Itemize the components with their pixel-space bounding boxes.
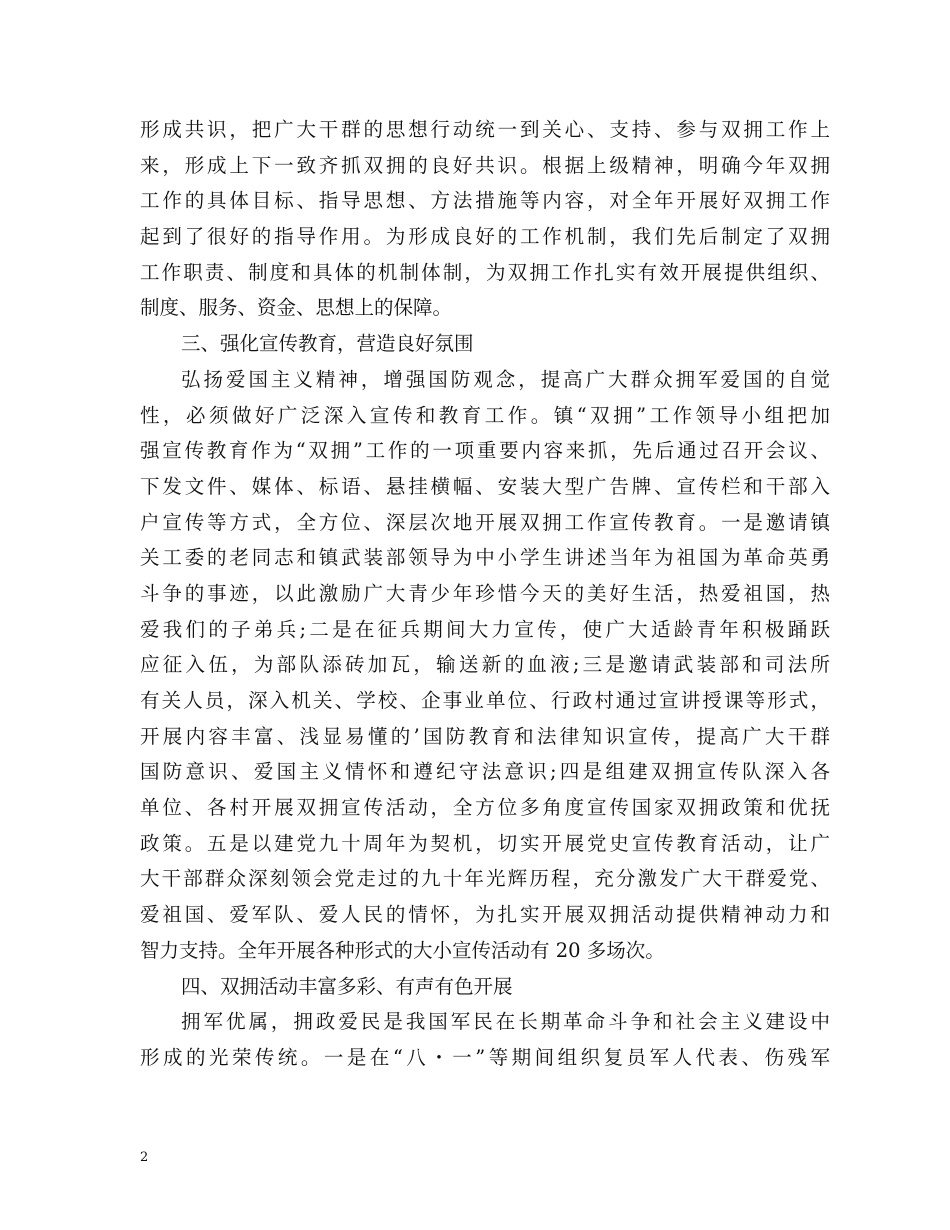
section-heading: 三、强化宣传教育，营造良好氛围	[181, 332, 474, 356]
text-line: 开展内容丰富、浅显易懂的’国防教育和法律知识宣传，提高广大干群	[140, 724, 830, 748]
text-line: 大干部群众深刻领会党走过的九十年光辉历程，充分激发广大干群爱党、	[140, 867, 830, 891]
text-line: 工作的具体目标、指导思想、方法措施等内容，对全年开展好双拥工作	[140, 189, 830, 213]
text-line: 来，形成上下一致齐抓双拥的良好共识。根据上级精神，明确今年双拥	[140, 153, 830, 177]
text-line: 拥军优属，拥政爱民是我国军民在长期革命斗争和社会主义建设中	[181, 1010, 830, 1034]
text-line: 有关人员，深入机关、学校、企事业单位、行政村通过宣讲授课等形式，	[140, 689, 830, 712]
text-line: 制度、服务、资金、思想上的保障。	[140, 296, 453, 320]
text-line: 智力支持。全年开展各种形式的大小宣传活动有 20 多场次。	[140, 938, 665, 962]
text-line: 应征入伍，为部队添砖加瓦，输送新的血液;三是邀请武装部和司法所	[140, 653, 830, 677]
text-line: 起到了很好的指导作用。为形成良好的工作机制，我们先后制定了双拥	[140, 225, 830, 249]
text-line: 强宣传教育作为“双拥”工作的一项重要内容来抓，先后通过召开会议、	[140, 439, 830, 463]
text-line: 下发文件、媒体、标语、悬挂横幅、安装大型广告牌、宣传栏和干部入	[140, 474, 830, 498]
text-line: 政策。五是以建党九十周年为契机，切实开展党史宣传教育活动，让广	[140, 831, 830, 855]
text-line: 爱我们的子弟兵;二是在征兵期间大力宣传，使广大适龄青年积极踊跃	[140, 617, 830, 641]
text-line: 形成的光荣传统。一是在“八・一”等期间组织复员军人代表、伤残军	[140, 1045, 830, 1069]
page-number: 2	[140, 1150, 149, 1165]
text-line: 性，必须做好广泛深入宣传和教育工作。镇“双拥”工作领导小组把加	[140, 403, 830, 427]
text-line: 单位、各村开展双拥宣传活动，全方位多角度宣传国家双拥政策和优抚	[140, 796, 830, 820]
text-line: 形成共识，把广大干群的思想行动统一到关心、支持、参与双拥工作上	[140, 118, 830, 141]
text-line: 弘扬爱国主义精神，增强国防观念，提高广大群众拥军爱国的自觉	[181, 367, 830, 391]
text-line: 工作职责、制度和具体的机制体制，为双拥工作扎实有效开展提供组织、	[140, 260, 830, 284]
text-line: 斗争的事迹，以此激励广大青少年珍惜今天的美好生活，热爱祖国，热	[140, 581, 830, 605]
text-line: 关工委的老同志和镇武装部领导为中小学生讲述当年为祖国为革命英勇	[140, 546, 830, 570]
text-line: 国防意识、爱国主义情怀和遵纪守法意识;四是组建双拥宣传队深入各	[140, 760, 830, 784]
section-heading: 四、双拥活动丰富多彩、有声有色开展	[181, 974, 513, 998]
text-line: 爱祖国、爱军队、爱人民的情怀，为扎实开展双拥活动提供精神动力和	[140, 903, 830, 927]
document-body	[140, 112, 830, 1076]
text-line: 户宣传等方式，全方位、深层次地开展双拥工作宣传教育。一是邀请镇	[140, 510, 830, 534]
